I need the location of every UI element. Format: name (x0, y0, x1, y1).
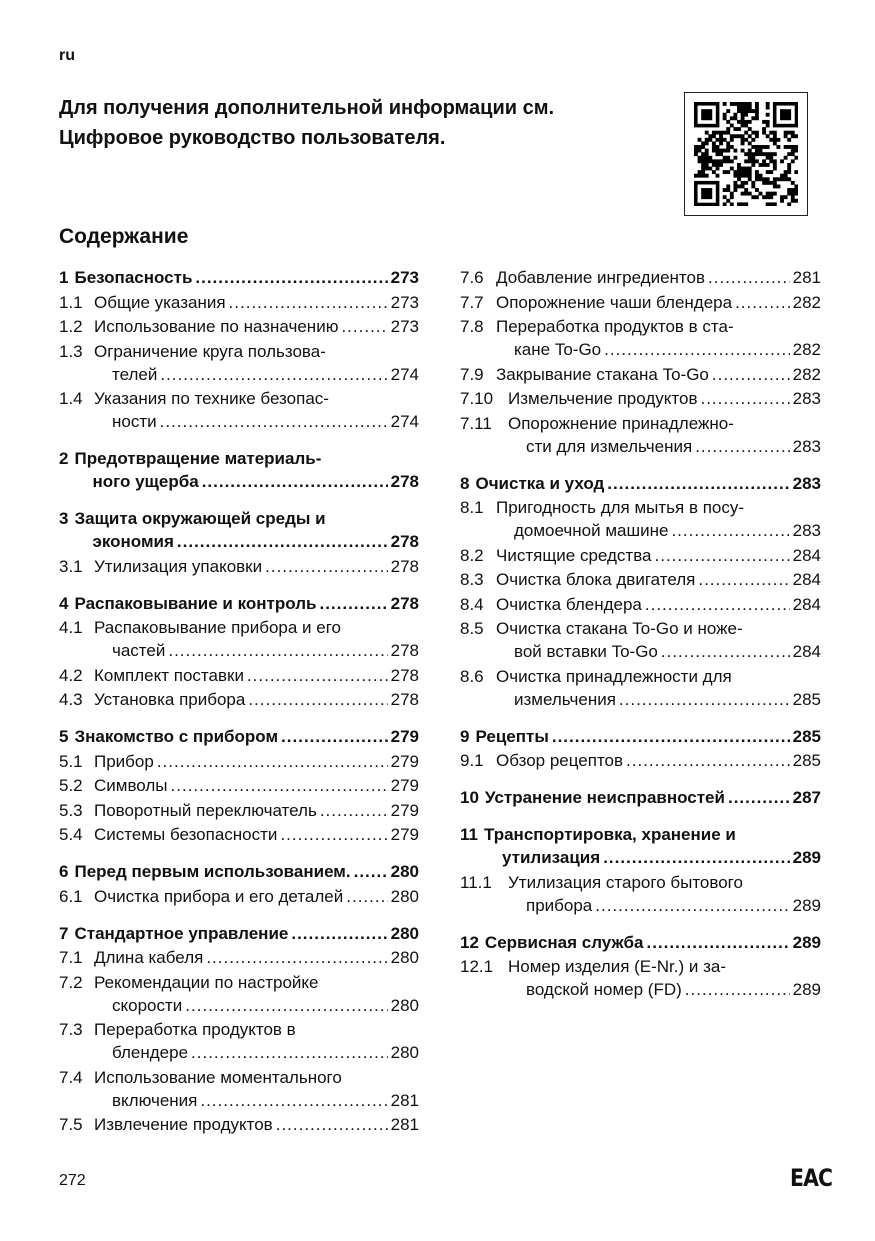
toc-entry-title: Добавление ингредиентов (496, 268, 705, 287)
dot-leader (202, 470, 388, 493)
dot-leader (229, 291, 388, 314)
toc-page-number: 284 (792, 545, 821, 565)
toc-entry-number: 6.1 (59, 886, 83, 906)
toc-page-number: 280 (390, 948, 419, 967)
toc-entry-title: ного ущерба (92, 472, 199, 491)
toc-entry-title: вой вставки To-Go (514, 642, 658, 661)
toc-entry[interactable] (460, 387, 821, 410)
dot-leader (346, 885, 387, 908)
dot-leader (206, 946, 387, 969)
toc-entry-title: Пригодность для мытья в посу- (496, 498, 745, 517)
toc-chapter[interactable] (59, 725, 419, 748)
dot-leader (708, 266, 790, 289)
toc-entry-number: 1.4 (59, 389, 83, 408)
toc-entry[interactable] (460, 871, 821, 917)
toc-entry[interactable] (59, 555, 419, 578)
toc-entry-number: 7.11 (460, 413, 492, 433)
toc-entry[interactable] (59, 823, 419, 846)
toc-chapter[interactable] (460, 786, 821, 809)
toc-entry[interactable] (460, 412, 821, 458)
toc-entry[interactable] (460, 593, 821, 616)
toc-entry[interactable] (59, 340, 419, 386)
toc-page-number: 278 (390, 532, 419, 551)
toc-entry[interactable] (460, 544, 821, 567)
toc-entry-title: Защита окружающей среды и (74, 509, 326, 528)
dot-leader (276, 1113, 388, 1136)
toc-entry-number: 9.1 (460, 751, 484, 770)
dot-leader (195, 266, 387, 289)
dot-leader (185, 994, 387, 1017)
dot-leader (280, 823, 387, 846)
toc-entry-title: Обзор рецептов (496, 751, 624, 770)
toc-entry-number: 8.3 (460, 570, 484, 589)
toc-entry-title: Распаковывание и контроль (74, 593, 317, 613)
toc-page-number: 289 (792, 980, 821, 999)
toc-entry-title: экономия (92, 532, 174, 551)
toc-left-column (59, 266, 419, 1136)
toc-entry-title: блендере (112, 1043, 189, 1062)
toc-page-number: 279 (390, 825, 419, 844)
toc-entry[interactable] (59, 616, 419, 662)
toc-entry[interactable] (460, 955, 821, 1001)
toc-entry-title: Измельчение продуктов (508, 389, 698, 408)
toc-entry-title: Закрывание стакана To-Go (496, 364, 709, 384)
toc-page-number: 278 (390, 472, 419, 491)
toc-entry-title: Утилизация упаковки (94, 556, 263, 576)
toc-entry-number: 1.1 (59, 292, 83, 312)
toc-entry-title: скорости (112, 995, 183, 1015)
toc-page-number: 279 (390, 751, 419, 771)
toc-entry-number: 12.1 (460, 957, 494, 976)
notice-line-2: Цифровое руководство пользователя. (59, 127, 446, 149)
toc-entry[interactable] (59, 946, 419, 969)
toc-entry-title: Очистка блендера (496, 594, 642, 614)
toc-page-number: 280 (390, 886, 419, 906)
toc-entry[interactable] (59, 885, 419, 908)
toc-entry-title: Переработка продуктов в ста- (496, 317, 734, 336)
toc-entry-title: Номер изделия (E-Nr.) и за- (508, 957, 727, 976)
toc-page-number: 287 (792, 788, 821, 807)
toc-chapter[interactable] (59, 922, 419, 945)
dot-leader (160, 363, 387, 386)
toc-entry-title: Знакомство с прибором (74, 727, 279, 746)
toc-page-number: 285 (792, 751, 821, 770)
toc-entry-title: Комплект поставки (94, 665, 244, 685)
toc-entry-number: 7.9 (460, 364, 484, 384)
toc-entry-number: 4.2 (59, 665, 83, 685)
toc-entry[interactable] (59, 387, 419, 433)
toc-entry[interactable] (59, 750, 419, 773)
toc-entry[interactable] (59, 291, 419, 314)
toc-page-number: 283 (792, 521, 821, 540)
toc-page-number: 280 (390, 995, 419, 1015)
toc-chapter[interactable] (59, 507, 419, 553)
toc-entry-number: 7.5 (59, 1115, 83, 1134)
toc-entry-title: Установка прибора (94, 690, 246, 709)
toc-entry-number: 7.1 (59, 948, 83, 967)
toc-entry-number: 12 (460, 932, 479, 952)
toc-page-number: 283 (792, 473, 821, 493)
toc-entry-number: 2 (59, 449, 69, 468)
toc-entry[interactable] (59, 971, 419, 1017)
toc-entry-number: 11.1 (460, 872, 492, 892)
dot-leader (604, 338, 790, 361)
toc-entry-number: 1.3 (59, 341, 83, 361)
dot-leader (619, 688, 790, 711)
toc-page-number: 289 (792, 895, 821, 915)
toc-entry-title: прибора (526, 895, 593, 915)
toc-entry-number: 4.1 (59, 618, 83, 637)
toc-page-number: 273 (390, 268, 419, 287)
toc-entry-number: 9 (460, 726, 470, 746)
toc-entry-title: Общие указания (94, 292, 226, 312)
toc-page-number: 283 (792, 389, 821, 408)
toc-entry[interactable] (460, 363, 821, 386)
toc-entry-number: 7.4 (59, 1067, 83, 1087)
toc-entry-number: 5.1 (59, 751, 83, 771)
toc-page-number: 278 (390, 665, 419, 685)
toc-entry-title: телей (112, 364, 158, 384)
toc-entry-number: 7.2 (59, 972, 83, 992)
toc-entry-title: Стандартное управление (74, 923, 289, 943)
dot-leader (685, 978, 790, 1001)
toc-page-number: 284 (792, 570, 821, 589)
dot-leader (603, 846, 789, 869)
toc-entry-number: 6 (59, 862, 69, 881)
toc-entry-number: 11 (460, 825, 478, 844)
toc-entry-number: 7.8 (460, 317, 484, 336)
toc-chapter[interactable] (59, 266, 419, 289)
toc-entry[interactable] (59, 1066, 419, 1112)
toc-chapter[interactable] (460, 725, 821, 748)
toc-page-number: 280 (390, 1043, 419, 1062)
toc-entry[interactable] (460, 665, 821, 711)
toc-page-number: 274 (390, 364, 419, 384)
toc-page-number: 274 (390, 412, 419, 431)
dot-leader (171, 774, 388, 797)
dot-leader (728, 786, 790, 809)
page-number: 272 (59, 1172, 86, 1189)
toc-entry-number: 8.2 (460, 545, 484, 565)
toc-entry-title: Рецепты (475, 726, 549, 746)
toc-page-number: 278 (390, 641, 419, 660)
toc-entry-title: Очистка стакана To-Go и ноже- (496, 619, 743, 638)
toc-entry[interactable] (59, 664, 419, 687)
toc-entry-title: измельчения (514, 689, 616, 709)
toc-page-number: 273 (390, 292, 419, 312)
dot-leader (341, 315, 387, 338)
toc-entry-number: 7 (59, 923, 69, 943)
toc-page-number: 281 (792, 268, 821, 287)
dot-leader (712, 363, 790, 386)
toc-entry-number: 8.6 (460, 666, 484, 686)
toc-page-number: 284 (792, 642, 821, 661)
toc-entry[interactable] (59, 688, 419, 711)
toc-entry-number: 8.4 (460, 594, 484, 614)
toc-entry-title: водской номер (FD) (526, 980, 682, 999)
toc-page-number: 279 (390, 776, 419, 795)
toc-title: Содержание (59, 225, 189, 248)
dot-leader (354, 860, 388, 883)
toc-entry-title: Перед первым использованием. (74, 862, 351, 881)
toc-entry-title: Транспортировка, хранение и (483, 825, 736, 844)
toc-entry-title: Безопасность (74, 268, 193, 287)
dot-leader (655, 544, 790, 567)
dot-leader (248, 688, 387, 711)
toc-entry[interactable] (460, 496, 821, 542)
toc-entry-title: Очистка и уход (475, 473, 605, 493)
toc-page-number: 281 (390, 1115, 419, 1134)
toc-chapter[interactable] (460, 931, 821, 954)
toc-page-number: 279 (390, 800, 419, 820)
language-code: ru (59, 47, 75, 64)
dot-leader (626, 749, 790, 772)
toc-entry[interactable] (59, 315, 419, 338)
digital-manual-notice (59, 93, 659, 153)
toc-chapter[interactable] (460, 472, 821, 495)
dot-leader (595, 894, 789, 917)
toc-entry-title: Ограничение круга пользова- (94, 341, 326, 361)
toc-entry-title: ности (112, 412, 157, 431)
toc-chapter[interactable] (59, 592, 419, 615)
toc-entry-title: Очистка прибора и его деталей (94, 886, 344, 906)
dot-leader (607, 472, 789, 495)
toc-page-number: 285 (792, 726, 821, 746)
toc-entry-title: Рекомендации по настройке (94, 972, 319, 992)
toc-page-number: 280 (390, 862, 419, 881)
toc-entry-title: Использование моментального (94, 1067, 342, 1087)
toc-page-number: 289 (792, 932, 821, 952)
toc-entry-title: Опорожнение чаши блендера (496, 292, 733, 312)
dot-leader (265, 555, 388, 578)
toc-entry[interactable] (59, 1113, 419, 1136)
dot-leader (291, 922, 387, 945)
toc-entry-title: Сервисная служба (484, 932, 644, 952)
toc-entry-number: 8 (460, 473, 470, 493)
toc-page-number: 279 (390, 727, 419, 746)
toc-right-column (460, 266, 821, 1001)
toc-entry-title: Прибор (94, 751, 154, 771)
qr-code-icon (694, 102, 798, 206)
toc-page-number: 278 (390, 593, 419, 613)
toc-entry-number: 7.3 (59, 1020, 83, 1039)
dot-leader (646, 931, 789, 954)
toc-entry-number: 5.3 (59, 800, 83, 820)
toc-entry-title: Очистка принадлежности для (496, 666, 732, 686)
toc-entry[interactable] (460, 291, 821, 314)
dot-leader (320, 799, 388, 822)
notice-line-1: Для получения дополнительной информации см. (59, 97, 555, 119)
toc-page-number: 281 (390, 1090, 419, 1110)
toc-entry-number: 7.10 (460, 389, 494, 408)
toc-entry-number: 4.3 (59, 690, 83, 709)
toc-entry-title: Указания по технике безопас- (94, 389, 329, 408)
toc-entry-number: 5.2 (59, 776, 83, 795)
toc-entry-title: Предотвращение материаль- (74, 449, 322, 468)
toc-entry-title: Распаковывание прибора и его (94, 618, 342, 637)
toc-entry-title: Утилизация старого бытового (508, 872, 743, 892)
toc-entry-number: 7.6 (460, 268, 484, 287)
toc-entry-title: кане To-Go (514, 340, 602, 359)
dot-leader (191, 1041, 388, 1064)
toc-entry-title: сти для измельчения (526, 436, 693, 456)
dot-leader (735, 291, 790, 314)
dot-leader (671, 519, 789, 542)
toc-entry-title: Очистка блока двигателя (496, 570, 696, 589)
toc-entry[interactable] (460, 749, 821, 772)
dot-leader (700, 387, 789, 410)
toc-entry-number: 4 (59, 593, 69, 613)
toc-entry[interactable] (59, 774, 419, 797)
dot-leader (552, 725, 790, 748)
toc-entry-title: утилизация (501, 848, 601, 867)
toc-entry-title: Переработка продуктов в (94, 1020, 296, 1039)
dot-leader (157, 750, 388, 773)
dot-leader (160, 410, 388, 433)
qr-code[interactable] (684, 92, 808, 216)
toc-entry-title: Символы (94, 776, 168, 795)
toc-entry[interactable] (59, 1018, 419, 1064)
dot-leader (168, 639, 387, 662)
toc-entry[interactable] (460, 617, 821, 663)
toc-entry-title: домоечной машине (514, 521, 669, 540)
toc-entry-number: 7.7 (460, 292, 484, 312)
toc-chapter[interactable] (59, 447, 419, 493)
toc-entry[interactable] (460, 568, 821, 591)
toc-entry-number: 8.1 (460, 498, 484, 517)
toc-page-number: 273 (390, 317, 419, 336)
toc-page-number: 278 (390, 690, 419, 709)
dot-leader (698, 568, 789, 591)
toc-entry-title: Чистящие средства (496, 545, 652, 565)
toc-entry[interactable] (59, 799, 419, 822)
dot-leader (695, 435, 789, 458)
dot-leader (661, 640, 790, 663)
toc-entry-number: 3 (59, 509, 69, 528)
toc-chapter[interactable] (59, 860, 419, 883)
toc-entry-number: 1 (59, 268, 69, 287)
toc-entry-title: включения (112, 1090, 198, 1110)
toc-entry-title: частей (112, 641, 166, 660)
toc-entry-number: 5 (59, 727, 69, 746)
toc-page-number: 283 (792, 436, 821, 456)
toc-entry-title: Системы безопасности (94, 825, 278, 844)
dot-leader (177, 530, 388, 553)
dot-leader (281, 725, 388, 748)
toc-page-number: 280 (390, 923, 419, 943)
toc-chapter[interactable] (460, 823, 821, 869)
eac-mark-icon: EAC (790, 1164, 833, 1192)
toc-entry-number: 10 (460, 788, 479, 807)
toc-entry-title: Поворотный переключатель (94, 800, 317, 820)
toc-entry[interactable] (460, 266, 821, 289)
toc-entry-number: 5.4 (59, 825, 83, 844)
toc-page-number: 282 (792, 292, 821, 312)
toc-page-number: 278 (390, 556, 419, 576)
toc-entry[interactable] (460, 315, 821, 361)
toc-entry-title: Использование по назначению (94, 317, 339, 336)
toc-entry-title: Извлечение продуктов (94, 1115, 273, 1134)
toc-entry-number: 3.1 (59, 556, 83, 576)
dot-leader (319, 592, 387, 615)
toc-page-number: 284 (792, 594, 821, 614)
toc-page-number: 289 (792, 848, 821, 867)
toc-page-number: 282 (792, 364, 821, 384)
dot-leader (200, 1089, 387, 1112)
toc-entry-title: Длина кабеля (94, 948, 204, 967)
dot-leader (247, 664, 388, 687)
dot-leader (645, 593, 790, 616)
toc-entry-number: 8.5 (460, 619, 484, 638)
toc-entry-number: 1.2 (59, 317, 83, 336)
toc-entry-title: Устранение неисправностей (484, 788, 725, 807)
toc-page-number: 285 (792, 689, 821, 709)
toc-entry-title: Опорожнение принадлежно- (508, 413, 734, 433)
toc-page-number: 282 (792, 340, 821, 359)
